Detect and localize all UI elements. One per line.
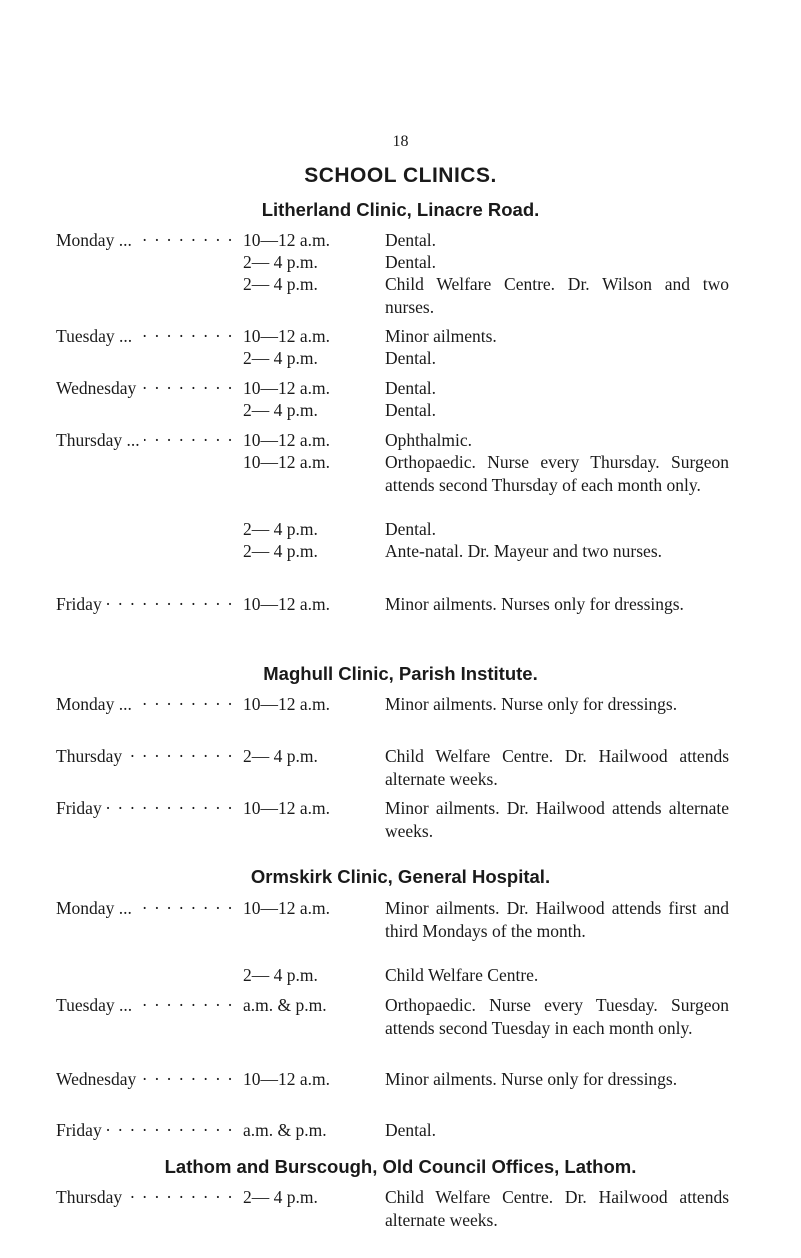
clinic-description: Child Welfare Centre. Dr. Wilson and two nurses. <box>385 274 729 317</box>
time-slot: 10—12 a.m. <box>243 1069 331 1089</box>
clinic-description: Dental. <box>385 378 437 398</box>
time-slot: a.m. & p.m. <box>243 1120 327 1140</box>
clinic-description: Dental. <box>385 1120 437 1140</box>
day-label: Friday · · · <box>56 797 234 820</box>
page-number: 18 <box>392 133 409 150</box>
section-heading-lathom: Lathom and Burscough, Old Council Offices, Lathom. <box>164 1156 637 1177</box>
section-heading-ormskirk: Ormskirk Clinic, General Hospital. <box>250 866 551 887</box>
clinic-description: Minor ailments. Nurses only for dressings. <box>385 594 684 614</box>
clinic-description: Dental. <box>385 348 437 368</box>
section-heading-litherland: Litherland Clinic, Linacre Road. <box>261 199 540 220</box>
clinic-description: Ophthalmic. <box>385 430 472 450</box>
clinic-description: Dental. <box>385 519 437 539</box>
clinic-description: Orthopaedic. Nurse every Tuesday. Surgeon attends second Tuesday in each month only. <box>385 995 729 1038</box>
day-label: Thursday ... · · · <box>56 429 234 452</box>
day-label: Thursday · · · <box>56 1186 234 1209</box>
day-label: Thursday · · · <box>56 745 234 768</box>
clinic-description: Minor ailments. Dr. Hailwood attends first and third Mondays of the month. <box>385 898 729 941</box>
time-slot: 2— 4 p.m. <box>243 400 318 420</box>
time-slot: 10—12 a.m. <box>243 452 331 472</box>
time-slot: 10—12 a.m. <box>243 694 331 714</box>
clinic-description: Child Welfare Centre. <box>385 965 539 985</box>
clinic-description: Dental. <box>385 252 437 272</box>
clinic-description: Orthopaedic. Nurse every Thursday. Surgeon attends second Thursday of each month only. <box>385 452 729 495</box>
day-label: Friday · · · <box>56 593 234 616</box>
time-slot: 2— 4 p.m. <box>243 252 318 272</box>
time-slot: 10—12 a.m. <box>243 378 331 398</box>
day-label: Wednesday · · · <box>56 1068 234 1091</box>
clinic-description: Minor ailments. Dr. Hailwood attends alternate weeks. <box>385 798 729 841</box>
clinic-description: Child Welfare Centre. Dr. Hailwood attends alternate weeks. <box>385 746 729 789</box>
clinic-description: Child Welfare Centre. Dr. Hailwood attends alternate weeks. <box>385 1187 729 1230</box>
time-slot: 2— 4 p.m. <box>243 519 318 539</box>
time-slot: 2— 4 p.m. <box>243 348 318 368</box>
clinic-description: Dental. <box>385 400 437 420</box>
day-label: Monday ... · · · <box>56 897 234 920</box>
time-slot: 2— 4 p.m. <box>243 1187 318 1207</box>
day-label: Friday · · · <box>56 1119 234 1142</box>
time-slot: a.m. & p.m. <box>243 995 327 1015</box>
time-slot: 2— 4 p.m. <box>243 965 318 985</box>
time-slot: 10—12 a.m. <box>243 326 331 346</box>
day-label: Monday ... · · · <box>56 229 234 252</box>
time-slot: 10—12 a.m. <box>243 230 331 250</box>
clinic-description: Minor ailments. Nurse only for dressings. <box>385 694 678 714</box>
day-label: Wednesday · · · <box>56 377 234 400</box>
clinic-description: Minor ailments. Nurse only for dressings. <box>385 1069 678 1089</box>
time-slot: 2— 4 p.m. <box>243 746 318 766</box>
time-slot: 10—12 a.m. <box>243 430 331 450</box>
page-title: SCHOOL CLINICS. <box>304 164 497 187</box>
day-label: Tuesday ... · · · <box>56 994 234 1017</box>
section-heading-maghull: Maghull Clinic, Parish Institute. <box>263 663 538 684</box>
clinic-description: Minor ailments. <box>385 326 497 346</box>
time-slot: 2— 4 p.m. <box>243 541 318 561</box>
clinic-description: Ante-natal. Dr. Mayeur and two nurses. <box>385 541 663 561</box>
time-slot: 10—12 a.m. <box>243 594 331 614</box>
clinic-description: Dental. <box>385 230 437 250</box>
day-label: Tuesday ... · · · <box>56 325 234 348</box>
time-slot: 2— 4 p.m. <box>243 274 318 294</box>
time-slot: 10—12 a.m. <box>243 798 331 818</box>
day-label: Monday ... · · · <box>56 693 234 716</box>
time-slot: 10—12 a.m. <box>243 898 331 918</box>
